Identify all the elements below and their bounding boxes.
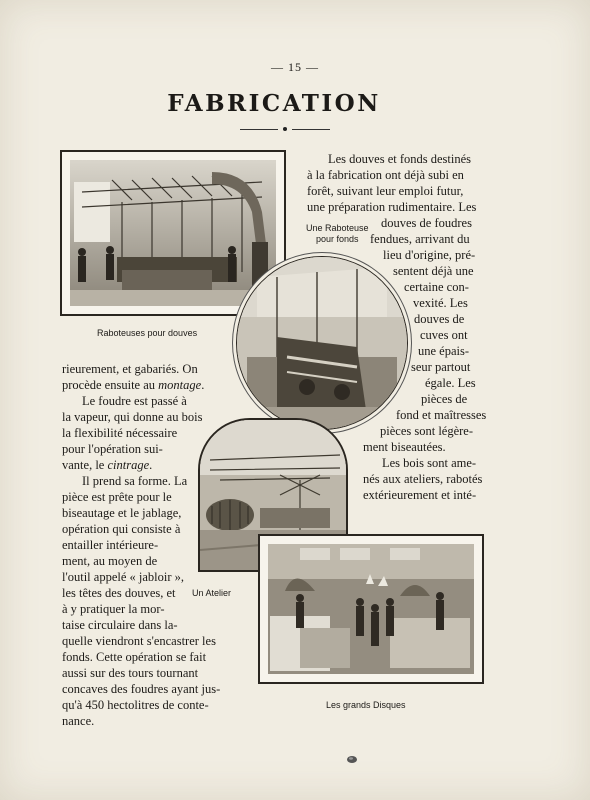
left-col-line: opération qui consiste à <box>62 522 181 536</box>
left-col-line: aussi sur des tours tournant <box>62 666 199 680</box>
caption-raboteuses-pour-douves: Raboteuses pour douves <box>97 328 198 338</box>
left-col-line: Il prend sa forme. La <box>82 474 188 488</box>
right-col-line: ment biseautées. <box>363 440 446 454</box>
left-col-line: pièce est prête pour le <box>62 490 172 504</box>
left-col-line: entailler intérieure- <box>62 538 159 552</box>
left-col-line: pour l'opération sui- <box>62 442 163 456</box>
right-col-line: douves de foudres <box>381 216 472 230</box>
caption-les-grands-disques: Les grands Disques <box>326 700 406 710</box>
left-col-line: ment, au moyen de <box>62 554 158 568</box>
left-col-line: la vapeur, qui donne au bois <box>62 410 203 424</box>
left-col-line: les têtes des douves, et <box>62 586 176 600</box>
right-col-line: vexité. Les <box>413 296 468 310</box>
right-col-line: certaine con- <box>404 280 469 294</box>
text-run: procède ensuite au <box>62 378 159 392</box>
left-col-line <box>62 457 152 473</box>
left-col-line: rieurement, et gabariés. On <box>62 362 198 376</box>
right-col-line: cuves ont <box>420 328 468 342</box>
left-col-line: taise circulaire dans la- <box>62 618 178 632</box>
page-title: FABRICATION <box>167 90 381 117</box>
right-col-line: fendues, arrivant du <box>370 232 470 246</box>
text-run: . <box>149 458 153 472</box>
right-col-line: une épais- <box>418 344 470 358</box>
right-col-line: nés aux ateliers, rabotés <box>363 472 483 486</box>
caption-un-atelier: Un Atelier <box>192 588 232 598</box>
right-col-line: forêt, suivant leur emploi futur, <box>307 184 464 198</box>
left-col-line: quelle viendront s'encastrer les <box>62 634 216 648</box>
right-col-line: égale. Les <box>425 376 476 390</box>
right-col-line: pièces de <box>421 392 468 406</box>
right-col-line: fond et maîtresses <box>396 408 487 422</box>
left-col-line: biseautage et le jablage, <box>62 506 182 520</box>
left-col-line: à y pratiquer la mor- <box>62 602 165 616</box>
left-col-line: la flexibilité nécessaire <box>62 426 178 440</box>
right-col-line: seur partout <box>411 360 471 374</box>
photo-raboteuse-pour-fonds <box>236 256 408 430</box>
right-col-line: à la fabrication ont déjà subi en <box>307 168 464 182</box>
right-col-line: sentent déjà une <box>393 264 474 278</box>
text-run: . <box>201 378 205 392</box>
right-col-line: douves de <box>414 312 465 326</box>
left-col-line: concaves des foudres ayant jus- <box>62 682 221 696</box>
right-col-line: Les bois sont ame- <box>382 456 477 470</box>
title-ornament <box>240 126 330 132</box>
right-col-line: extérieurement et inté- <box>363 488 477 502</box>
left-col-line: qu'à 450 hectolitres de conte- <box>62 698 209 712</box>
caption-raboteuse-line-1: Une Raboteuse <box>306 223 369 233</box>
right-col-line: lieu d'origine, pré- <box>383 248 476 262</box>
emphasis-montage: montage <box>158 378 202 392</box>
text-run: vante, le <box>62 458 108 472</box>
left-col-line: l'outil appelé « jabloir », <box>62 570 185 584</box>
page-number: — 15 — <box>271 60 319 74</box>
left-col-line: nance. <box>62 714 95 728</box>
emphasis-cintrage: cintrage <box>107 458 150 472</box>
left-col-line: fonds. Cette opération se fait <box>62 650 207 664</box>
caption-raboteuse-line-2: pour fonds <box>316 234 359 244</box>
right-col-line: Les douves et fonds destinés <box>328 152 472 166</box>
right-col-line: pièces sont légère- <box>380 424 474 438</box>
left-col-line: Le foudre est passé à <box>82 394 187 408</box>
left-col-line <box>62 377 204 393</box>
right-col-line: une préparation rudimentaire. Les <box>307 200 477 214</box>
photo-les-grands-disques <box>258 534 484 684</box>
ink-mark <box>346 755 358 764</box>
